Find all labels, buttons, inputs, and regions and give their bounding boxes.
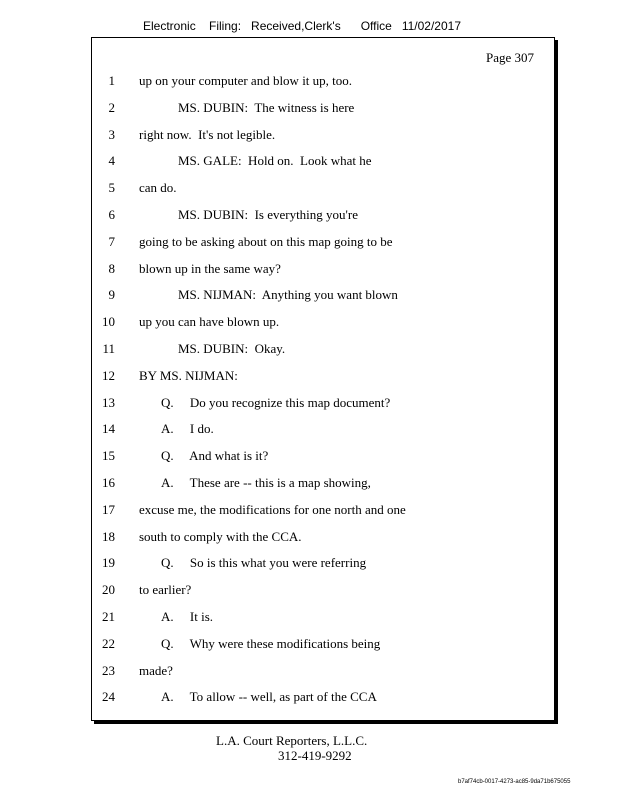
line-number: 18 bbox=[102, 528, 115, 544]
line-number: 21 bbox=[102, 609, 115, 624]
line-number: 2 bbox=[108, 99, 115, 115]
line-text: blown up in the same way? bbox=[139, 260, 281, 276]
document-hash: b7af74cb-0017-4273-ac85-9da71b675055 bbox=[458, 779, 571, 785]
line-number: 14 bbox=[102, 421, 115, 437]
transcript-line bbox=[0, 609, 618, 629]
transcript-line bbox=[0, 234, 618, 254]
transcript-line bbox=[0, 636, 618, 656]
line-number: 24 bbox=[102, 689, 115, 705]
transcript-line bbox=[0, 207, 618, 227]
line-number: 3 bbox=[108, 126, 115, 142]
transcript-line bbox=[0, 73, 618, 93]
line-text: MS. DUBIN: Okay. bbox=[178, 341, 286, 356]
line-number: 7 bbox=[108, 233, 115, 249]
line-number: 5 bbox=[108, 180, 115, 196]
line-text: south to comply with the CCA. bbox=[139, 528, 302, 544]
line-text: MS. NIJMAN: Anything you want blown bbox=[178, 287, 398, 303]
transcript-line bbox=[0, 529, 618, 549]
transcript-line bbox=[0, 287, 618, 307]
court-reporter-phone: 312-419-9292 bbox=[278, 748, 352, 763]
line-number: 13 bbox=[102, 394, 115, 410]
line-text: Q. Do you recognize this map document? bbox=[161, 394, 391, 410]
court-reporter-name: L.A. Court Reporters, L.L.C. bbox=[216, 733, 368, 748]
line-text: made? bbox=[139, 662, 173, 678]
line-number: 17 bbox=[102, 501, 115, 517]
line-number: 6 bbox=[108, 207, 115, 222]
line-text: Q. So is this what you were referring bbox=[161, 555, 367, 571]
line-text: up you can have blown up. bbox=[139, 314, 280, 330]
line-text: Q. Why were these modifications being bbox=[161, 635, 381, 651]
line-text: up on your computer and blow it up, too. bbox=[139, 73, 353, 88]
transcript-line bbox=[0, 395, 618, 415]
line-number: 15 bbox=[102, 448, 115, 464]
transcript-line bbox=[0, 475, 618, 495]
transcript-line bbox=[0, 502, 618, 522]
line-text: MS. DUBIN: Is everything you're bbox=[178, 207, 358, 222]
line-text: MS. DUBIN: The witness is here bbox=[178, 99, 355, 115]
line-number: 19 bbox=[102, 555, 115, 571]
transcript-line bbox=[0, 689, 618, 709]
transcript-line bbox=[0, 100, 618, 120]
line-text: to earlier? bbox=[139, 582, 192, 598]
line-number: 12 bbox=[102, 367, 115, 383]
line-number: 16 bbox=[102, 475, 115, 490]
line-text: excuse me, the modifications for one north and one bbox=[139, 501, 406, 517]
line-text: A. These are -- this is a map showing, bbox=[161, 475, 371, 490]
line-text: A. It is. bbox=[161, 609, 213, 624]
transcript-line bbox=[0, 314, 618, 334]
line-text: can do. bbox=[139, 180, 177, 196]
filing-header: Electronic Filing: Received,Clerk's Office 11/02/2017 bbox=[143, 19, 461, 33]
line-number: 10 bbox=[102, 314, 115, 330]
line-text: going to be asking about on this map going to be bbox=[139, 233, 393, 249]
line-number: 22 bbox=[102, 635, 115, 651]
transcript-line bbox=[0, 448, 618, 468]
transcript-line bbox=[0, 555, 618, 575]
transcript-line bbox=[0, 663, 618, 683]
transcript-line bbox=[0, 582, 618, 602]
line-number: 9 bbox=[108, 287, 115, 303]
line-number: 23 bbox=[102, 662, 115, 678]
line-text: Q. And what is it? bbox=[161, 448, 269, 464]
line-number: 11 bbox=[102, 341, 115, 356]
line-text: A. I do. bbox=[161, 421, 214, 437]
transcript-line bbox=[0, 153, 618, 173]
line-number: 4 bbox=[108, 153, 115, 169]
transcript-line bbox=[0, 180, 618, 200]
line-text: right now. It's not legible. bbox=[139, 126, 276, 142]
line-number: 1 bbox=[108, 73, 115, 88]
line-text: MS. GALE: Hold on. Look what he bbox=[178, 153, 372, 169]
line-text: BY MS. NIJMAN: bbox=[139, 367, 238, 383]
transcript-line bbox=[0, 261, 618, 281]
line-text: A. To allow -- well, as part of the CCA bbox=[161, 689, 377, 705]
transcript-line bbox=[0, 341, 618, 361]
line-number: 20 bbox=[102, 582, 115, 598]
transcript-line bbox=[0, 421, 618, 441]
transcript-line bbox=[0, 368, 618, 388]
line-number: 8 bbox=[108, 260, 115, 276]
page-number: Page 307 bbox=[486, 50, 535, 65]
transcript-line bbox=[0, 127, 618, 147]
